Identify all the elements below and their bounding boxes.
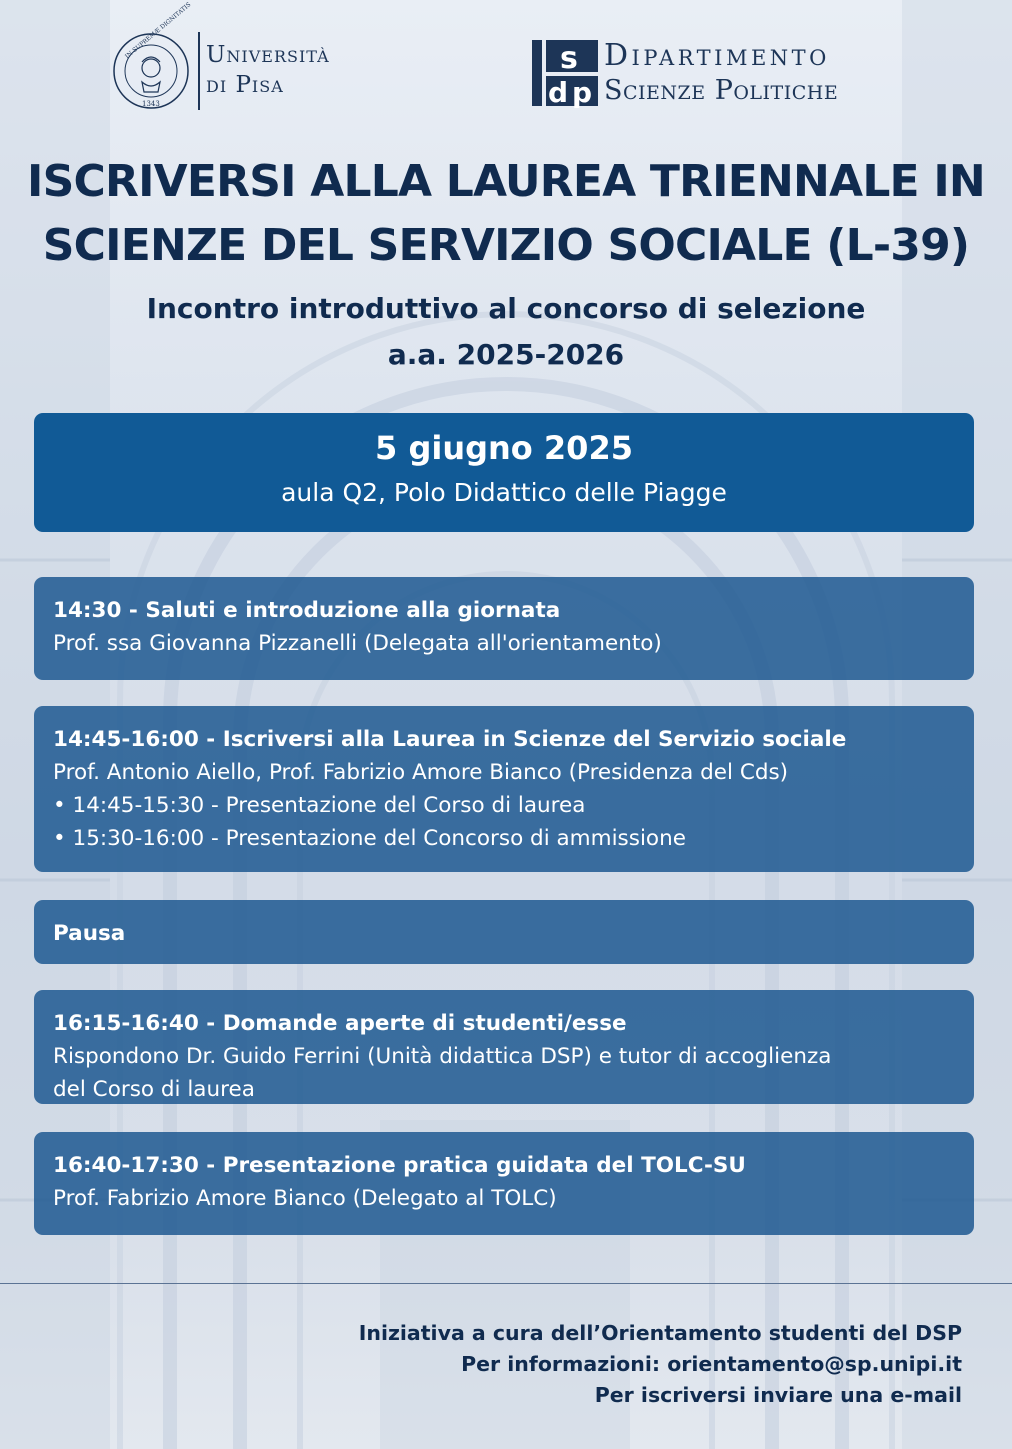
university-name-line1: Università bbox=[206, 42, 330, 68]
university-seal-icon bbox=[112, 1, 193, 110]
department-name bbox=[604, 38, 838, 108]
svg-text:s: s bbox=[560, 41, 578, 76]
program-item-speakers: Rispondono Dr. Guido Ferrini (Unità didattica DSP) e tutor di accoglienza bbox=[53, 1044, 832, 1069]
program-subitem: • 15:30-16:00 - Presentazione del Concorso di ammissione bbox=[53, 826, 686, 851]
footer-registration: Per iscriversi inviare una e-mail bbox=[594, 1383, 962, 1407]
program-item-speakers-cont: del Corso di laurea bbox=[53, 1077, 255, 1102]
event-place: aula Q2, Polo Didattico delle Piagge bbox=[281, 478, 727, 507]
subtitle-line2: a.a. 2025-2026 bbox=[387, 338, 625, 371]
event-date-box bbox=[34, 413, 974, 532]
footer-organizer: Iniziativa a cura dell’Orientamento studenti del DSP bbox=[358, 1321, 962, 1345]
program-item-speakers: Prof. Fabrizio Amore Bianco (Delegato al TOLC) bbox=[53, 1186, 557, 1211]
program-item-speakers: Prof. ssa Giovanna Pizzanelli (Delegata all'orientamento) bbox=[53, 631, 662, 656]
page-subtitle bbox=[0, 286, 1012, 378]
department-name-line1: Dipartimento bbox=[604, 38, 830, 73]
footer-divider bbox=[0, 1283, 1012, 1284]
department-logo bbox=[530, 38, 900, 112]
program-item-enrollment bbox=[34, 706, 974, 872]
university-name-line2: di Pisa bbox=[206, 72, 284, 98]
program-item-title: 16:40-17:30 - Presentazione pratica guidata del TOLC-SU bbox=[53, 1153, 746, 1178]
program-item-title: 14:45-16:00 - Iscriversi alla Laurea in Scienze del Servizio sociale bbox=[53, 727, 847, 752]
seal-motto: IN SUPREMÆ DIGNITATIS bbox=[123, 1, 193, 61]
program-item-break bbox=[34, 900, 974, 964]
logo-divider bbox=[198, 32, 200, 110]
program-item-title: 16:15-16:40 - Domande aperte di studenti/esse bbox=[53, 1011, 627, 1036]
seal-year: 1343 bbox=[142, 100, 160, 108]
program-item-questions bbox=[34, 990, 974, 1104]
program-item-title: 14:30 - Saluti e introduzione alla giornata bbox=[53, 598, 561, 623]
subtitle-line1: Incontro introduttivo al concorso di selezione bbox=[146, 292, 866, 325]
event-date: 5 giugno 2025 bbox=[375, 429, 633, 467]
department-name-line2: Scienze Politiche bbox=[604, 75, 839, 106]
svg-text:p: p bbox=[572, 76, 593, 109]
program-subitem-text: 15:30-16:00 - Presentazione del Concorso di ammissione bbox=[72, 826, 686, 851]
program-subitem-text: 14:45-15:30 - Presentazione del Corso di laurea bbox=[72, 793, 586, 818]
footer-info bbox=[359, 1318, 962, 1411]
title-line2: SCIENZE DEL SERVIZIO SOCIALE (L-39) bbox=[42, 220, 970, 271]
program-item-welcome bbox=[34, 577, 974, 680]
dsp-mark-icon bbox=[530, 38, 600, 108]
program-item-title: Pausa bbox=[53, 921, 126, 946]
university-name bbox=[206, 40, 330, 100]
program-item-speakers: Prof. Antonio Aiello, Prof. Fabrizio Amore Bianco (Presidenza del Cds) bbox=[53, 760, 789, 785]
footer-contact: Per informazioni: orientamento@sp.unipi.it bbox=[461, 1352, 962, 1376]
page-title bbox=[0, 150, 1012, 278]
program-item-tolc bbox=[34, 1132, 974, 1235]
university-logo bbox=[112, 1, 362, 116]
title-line1: ISCRIVERSI ALLA LAUREA TRIENNALE IN bbox=[27, 156, 985, 207]
program-subitem: • 14:45-15:30 - Presentazione del Corso di laurea bbox=[53, 793, 586, 818]
svg-text:d: d bbox=[548, 76, 569, 109]
